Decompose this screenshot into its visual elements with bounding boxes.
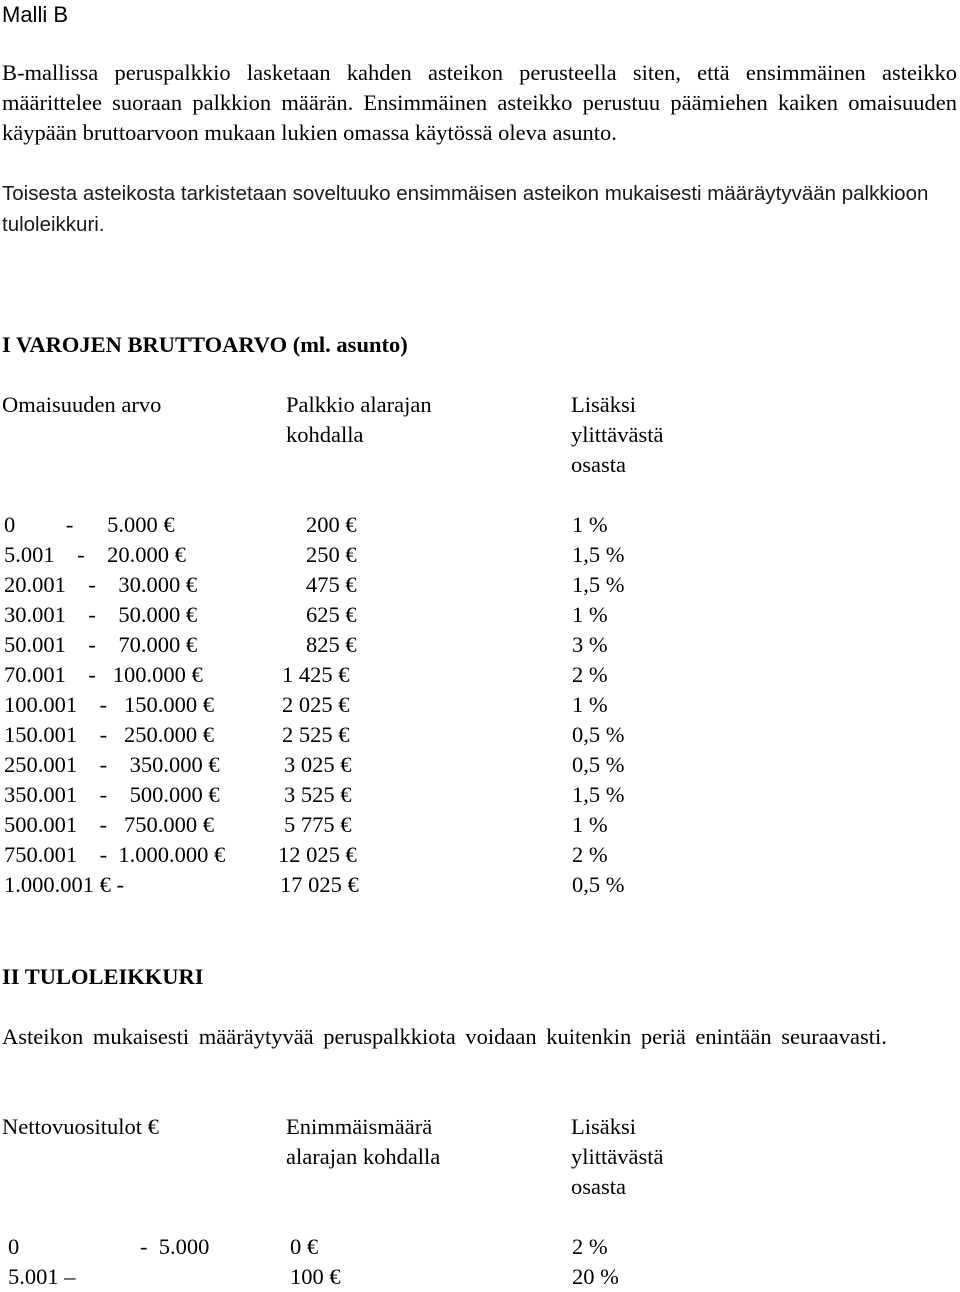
asset-range: 350.001 - 500.000 €	[4, 782, 220, 807]
table-row	[0, 780, 960, 810]
header-line: alarajan kohdalla	[286, 1144, 441, 1169]
income-from: 0	[8, 1234, 20, 1259]
asset-range: 250.001 - 350.000 €	[4, 752, 220, 777]
extra-percent: 1,5 %	[572, 572, 625, 597]
section1-table-body	[0, 510, 960, 900]
extra-percent: 2 %	[572, 1234, 608, 1259]
header-line: Nettovuositulot €	[2, 1114, 159, 1139]
section2-table-body	[0, 1232, 960, 1292]
table-row	[0, 840, 960, 870]
extra-percent: 1 %	[572, 692, 608, 717]
asset-range: 30.001 - 50.000 €	[4, 602, 198, 627]
header-line: Omaisuuden arvo	[2, 392, 162, 417]
fee-amount: 3 025 €	[284, 752, 352, 777]
section2-header-max-at-lower-limit	[286, 1112, 440, 1172]
income-to: - 5.000	[140, 1234, 210, 1259]
table-row	[0, 690, 960, 720]
fee-amount: 475 €	[306, 572, 357, 597]
extra-percent: 0,5 %	[572, 872, 625, 897]
extra-percent: 0,5 %	[572, 722, 625, 747]
table-row	[0, 1262, 960, 1292]
asset-range: 500.001 - 750.000 €	[4, 812, 214, 837]
asset-range: 100.001 - 150.000 €	[4, 692, 214, 717]
fee-amount: 625 €	[306, 602, 357, 627]
table-row	[0, 510, 960, 540]
second-paragraph: Toisesta asteikosta tarkistetaan soveltuuko ensimmäisen asteikon mukaisesti määräytyvään palkkioon tuloleikkuri.	[2, 182, 929, 236]
section2-header-extra-percent	[571, 1112, 663, 1202]
extra-percent: 1 %	[572, 602, 608, 627]
fee-amount: 200 €	[306, 512, 357, 537]
asset-range: 750.001 - 1.000.000 €	[4, 842, 226, 867]
extra-percent: 2 %	[572, 662, 608, 687]
section1-header-fee-at-lower-limit	[286, 390, 432, 450]
table-row	[0, 660, 960, 690]
header-line: kohdalla	[286, 422, 364, 447]
header-line: ylittävästä	[571, 1144, 664, 1169]
extra-percent: 1,5 %	[572, 542, 625, 567]
fee-amount: 250 €	[306, 542, 357, 567]
max-amount: 0 €	[290, 1234, 319, 1259]
income-from: 5.001 –	[8, 1264, 76, 1289]
header-line: Enimmäismäärä	[286, 1114, 433, 1139]
section1-header-extra-percent	[571, 390, 663, 480]
table-row	[0, 720, 960, 750]
fee-amount: 5 775 €	[284, 812, 352, 837]
extra-percent: 1 %	[572, 812, 608, 837]
max-amount: 100 €	[290, 1264, 341, 1289]
asset-range: 1.000.001 € -	[4, 872, 124, 897]
header-line: osasta	[571, 1174, 626, 1199]
extra-percent: 2 %	[572, 842, 608, 867]
asset-range: 5.001 - 20.000 €	[4, 542, 186, 567]
table-row	[0, 750, 960, 780]
fee-amount: 12 025 €	[278, 842, 357, 867]
section1-heading: I VAROJEN BRUTTOARVO (ml. asunto)	[2, 332, 408, 357]
extra-percent: 20 %	[572, 1264, 619, 1289]
asset-range: 70.001 - 100.000 €	[4, 662, 203, 687]
extra-percent: 3 %	[572, 632, 608, 657]
extra-percent: 0,5 %	[572, 752, 625, 777]
table-row	[0, 1232, 960, 1262]
section2-heading: II TULOLEIKKURI	[2, 964, 204, 989]
extra-percent: 1 %	[572, 512, 608, 537]
fee-amount: 17 025 €	[280, 872, 359, 897]
asset-range: 50.001 - 70.000 €	[4, 632, 198, 657]
section2-paragraph: Asteikon mukaisesti määräytyvää peruspalkkiota voidaan kuitenkin periä enintään seuraavasti.	[2, 1024, 887, 1049]
header-line: Palkkio alarajan	[286, 392, 432, 417]
extra-percent: 1,5 %	[572, 782, 625, 807]
table-row	[0, 630, 960, 660]
table-row	[0, 870, 960, 900]
asset-range: 20.001 - 30.000 €	[4, 572, 198, 597]
intro-paragraph: B-mallissa peruspalkkio lasketaan kahden asteikon perusteella siten, että ensimmäinen asteikko määrittelee suoraan palkkion määrän. Ensimmäinen asteikko perustuu päämiehen kaiken omaisuuden käypään bruttoarvoon mukaan lukien omassa käytössä oleva asunto.	[2, 60, 957, 145]
header-line: ylittävästä	[571, 422, 664, 447]
table-row	[0, 600, 960, 630]
header-line: osasta	[571, 452, 626, 477]
section1-header-asset-value	[2, 390, 161, 420]
document-title: Malli B	[2, 2, 69, 27]
table-row	[0, 570, 960, 600]
asset-range: 0 - 5.000 €	[4, 512, 175, 537]
fee-amount: 1 425 €	[282, 662, 350, 687]
header-line: Lisäksi	[571, 1114, 636, 1139]
fee-amount: 3 525 €	[284, 782, 352, 807]
fee-amount: 2 525 €	[282, 722, 350, 747]
header-line: Lisäksi	[571, 392, 636, 417]
table-row	[0, 810, 960, 840]
fee-amount: 825 €	[306, 632, 357, 657]
table-row	[0, 540, 960, 570]
section2-header-net-income	[2, 1112, 159, 1142]
asset-range: 150.001 - 250.000 €	[4, 722, 214, 747]
fee-amount: 2 025 €	[282, 692, 350, 717]
